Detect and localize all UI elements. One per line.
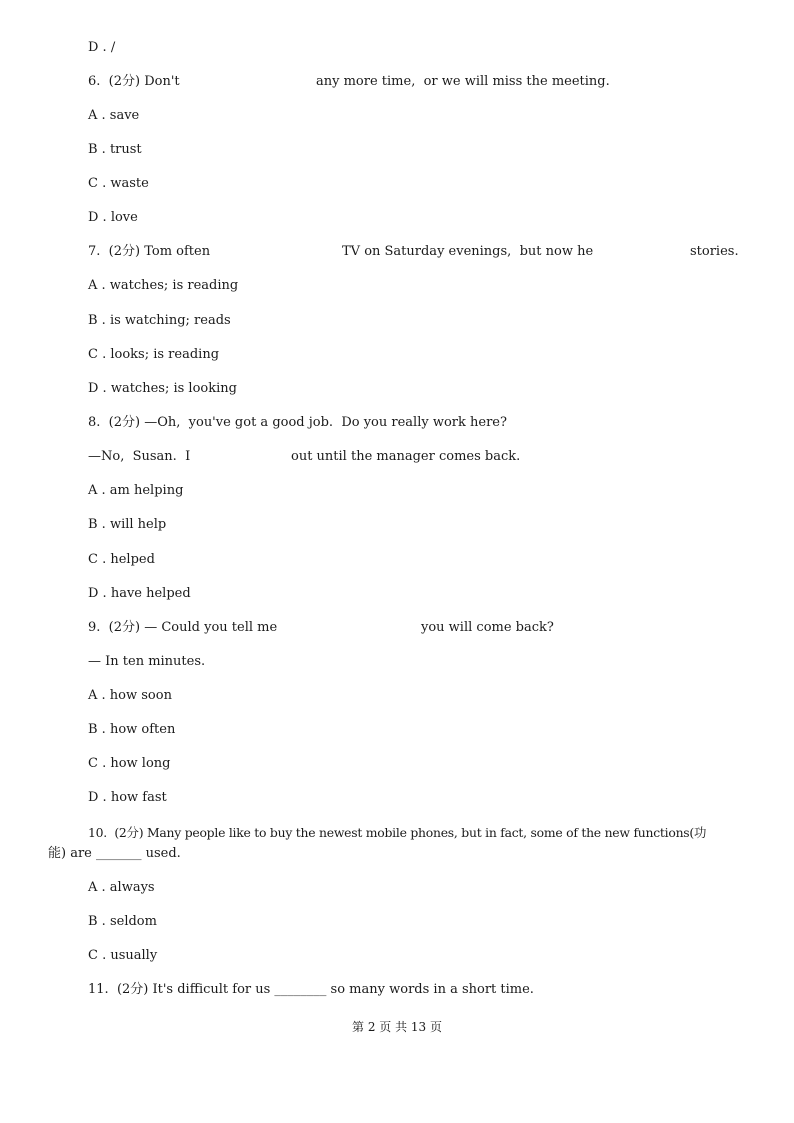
q10-option-c: C . usually: [88, 948, 158, 963]
page-footer: 第 2 页 共 13 页: [352, 1020, 442, 1034]
q7-stem-part2: TV on Saturday evenings, but now he: [342, 244, 594, 259]
q6-stem-part2: any more time, or we will miss the meeting.: [316, 74, 610, 89]
q8-option-d: D . have helped: [88, 586, 191, 601]
q9-stem-part1: 9. (2分) — Could you tell me: [88, 620, 278, 635]
q9-option-a: A . how soon: [88, 688, 172, 703]
q10-option-b: B . seldom: [88, 914, 157, 929]
q9-option-d: D . how fast: [88, 790, 167, 805]
q7-option-a: A . watches; is reading: [88, 278, 239, 293]
q7-stem-part1: 7. (2分) Tom often: [88, 244, 211, 259]
q9-option-c: C . how long: [88, 756, 171, 771]
q8-reply-part1: —No, Susan. I: [88, 449, 191, 464]
q8-option-a: A . am helping: [88, 483, 184, 498]
q7-stem-part3: stories.: [690, 244, 739, 259]
q6-option-d: D . love: [88, 210, 138, 225]
q8-option-b: B . will help: [88, 517, 167, 532]
q6-option-c: C . waste: [88, 176, 149, 191]
q9-option-b: B . how often: [88, 722, 176, 737]
q5-option-d: D . /: [88, 40, 116, 55]
q9-reply: — In ten minutes.: [88, 654, 206, 669]
q7-option-b: B . is watching; reads: [88, 313, 231, 328]
q6-stem-part1: 6. (2分) Don't: [88, 74, 180, 89]
q8-reply-part2: out until the manager comes back.: [291, 449, 521, 464]
q10-option-a: A . always: [88, 880, 155, 895]
q9-stem-part2: you will come back?: [421, 620, 554, 635]
q7-option-d: D . watches; is looking: [88, 381, 237, 396]
q11-stem: 11. (2分) It's difficult for us ________ so many words in a short time.: [88, 982, 534, 997]
q8-stem: 8. (2分) —Oh, you've got a good job. Do you really work here?: [88, 415, 507, 430]
q6-option-a: A . save: [88, 108, 140, 123]
q10-stem-line1: 10. (2分) Many people like to buy the newest mobile phones, but in fact, some of the new functions(功: [88, 825, 707, 840]
q8-option-c: C . helped: [88, 552, 155, 567]
q6-option-b: B . trust: [88, 142, 142, 157]
q7-option-c: C . looks; is reading: [88, 347, 220, 362]
q10-stem-line2: 能) are _______ used.: [48, 846, 181, 861]
